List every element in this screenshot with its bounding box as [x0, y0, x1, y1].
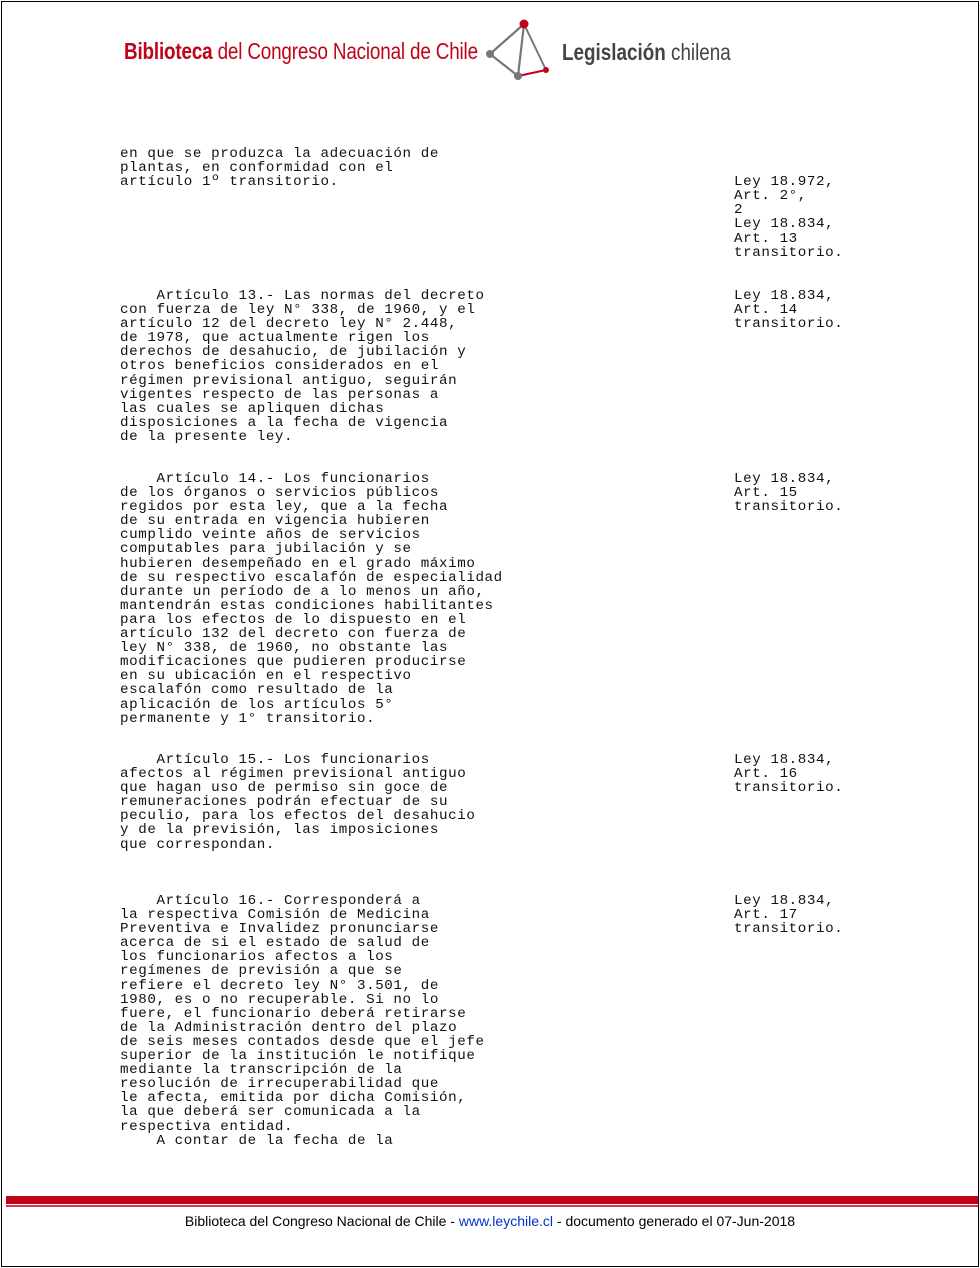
page-footer	[2, 1213, 978, 1229]
legislacion-brand-title	[562, 39, 731, 66]
article-16-text: Artículo 16.- Corresponderá a la respectiva Comisión de Medicina Preventiva e Invalidez pronunciarse acerca de si el estado de salud de los funcionarios afectos a los regímenes de previsión a que se refiere el decreto ley N° 3.501, de 1980, es o no recuperable. Si no lo fuere, el funcionario deberá retirarse de la Administración dentro del plazo de seis meses contados desde que el jefe superior de la institución le notifique mediante la transcripción de la resolución de irrecuperabilidad que le afecta, emitida por dicha Comisión, la que deberá ser comunicada a la respectiva entidad. A contar de la fecha de la	[120, 893, 485, 1149]
margin-reference: Ley 18.972, Art. 2°, 2 Ley 18.834, Art. 13 transitorio.	[734, 174, 844, 261]
brand-rest: del Congreso Nacional de Chile	[212, 38, 478, 64]
article-14-reference: Ley 18.834, Art. 15 transitorio.	[734, 471, 844, 516]
document-page	[1, 1, 979, 1267]
article-15-reference: Ley 18.834, Art. 16 transitorio.	[734, 752, 844, 797]
page-header	[2, 2, 978, 92]
brand-right-bold: Legislación	[562, 39, 666, 65]
article-15-text: Artículo 15.- Los funcionarios afectos al régimen previsional antiguo que hagan uso de permiso sin goce de remuneraciones podrán efectuar de su peculio, para los efectos del desahucio y de la previsión, las imposiciones que correspondan.	[120, 752, 476, 853]
leychile-link[interactable]: www.leychile.cl	[458, 1213, 553, 1229]
article-14-text: Artículo 14.- Los funcionarios de los órganos o servicios públicos regidos por esta ley, que a la fecha de su entrada en vigencia hubieren cumplido veinte años de servicios computables para jubilación y se hubieren desempeñado en el grado máximo de su respectivo escalafón de especialidad durante un período de a lo menos un año, mantendrán estas condiciones habilitantes para los efectos de lo dispuesto en el artículo 132 del decreto con fuerza de ley N° 338, de 1960, no obstante las modificaciones que pudieren producirse en su ubicación en el respectivo escalafón como resultado de la aplicación de los artículos 5° permanente y 1° transitorio.	[120, 471, 503, 727]
brand-right-rest: chilena	[665, 39, 731, 65]
article-text-continuation: en que se produzca la adecuación de plantas, en conformidad con el artículo 1º transitorio.	[120, 146, 439, 191]
brand-bold: Biblioteca	[124, 38, 213, 64]
footer-prefix: Biblioteca del Congreso Nacional de Chile -	[184, 1213, 459, 1229]
article-13-reference: Ley 18.834, Art. 14 transitorio.	[734, 288, 844, 333]
bcn-brand-title	[124, 38, 478, 65]
footer-suffix: - documento generado el 07-Jun-2018	[553, 1213, 796, 1229]
article-16-reference: Ley 18.834, Art. 17 transitorio.	[734, 893, 844, 938]
article-13-text: Artículo 13.- Las normas del decreto con fuerza de ley N° 338, de 1960, y el artículo 12 del decreto ley N° 2.448, de 1978, que actualmente rigen los derechos de desahucio, de jubilación y otros beneficios considerados en el régimen previsional antiguo, seguirán vigentes respecto de las personas a las cuales se apliquen dichas disposiciones a la fecha de vigencia de la presente ley.	[120, 288, 485, 445]
bcn-triangle-logo-icon	[484, 18, 554, 88]
footer-divider	[6, 1205, 978, 1207]
footer-red-bar	[6, 1196, 978, 1204]
